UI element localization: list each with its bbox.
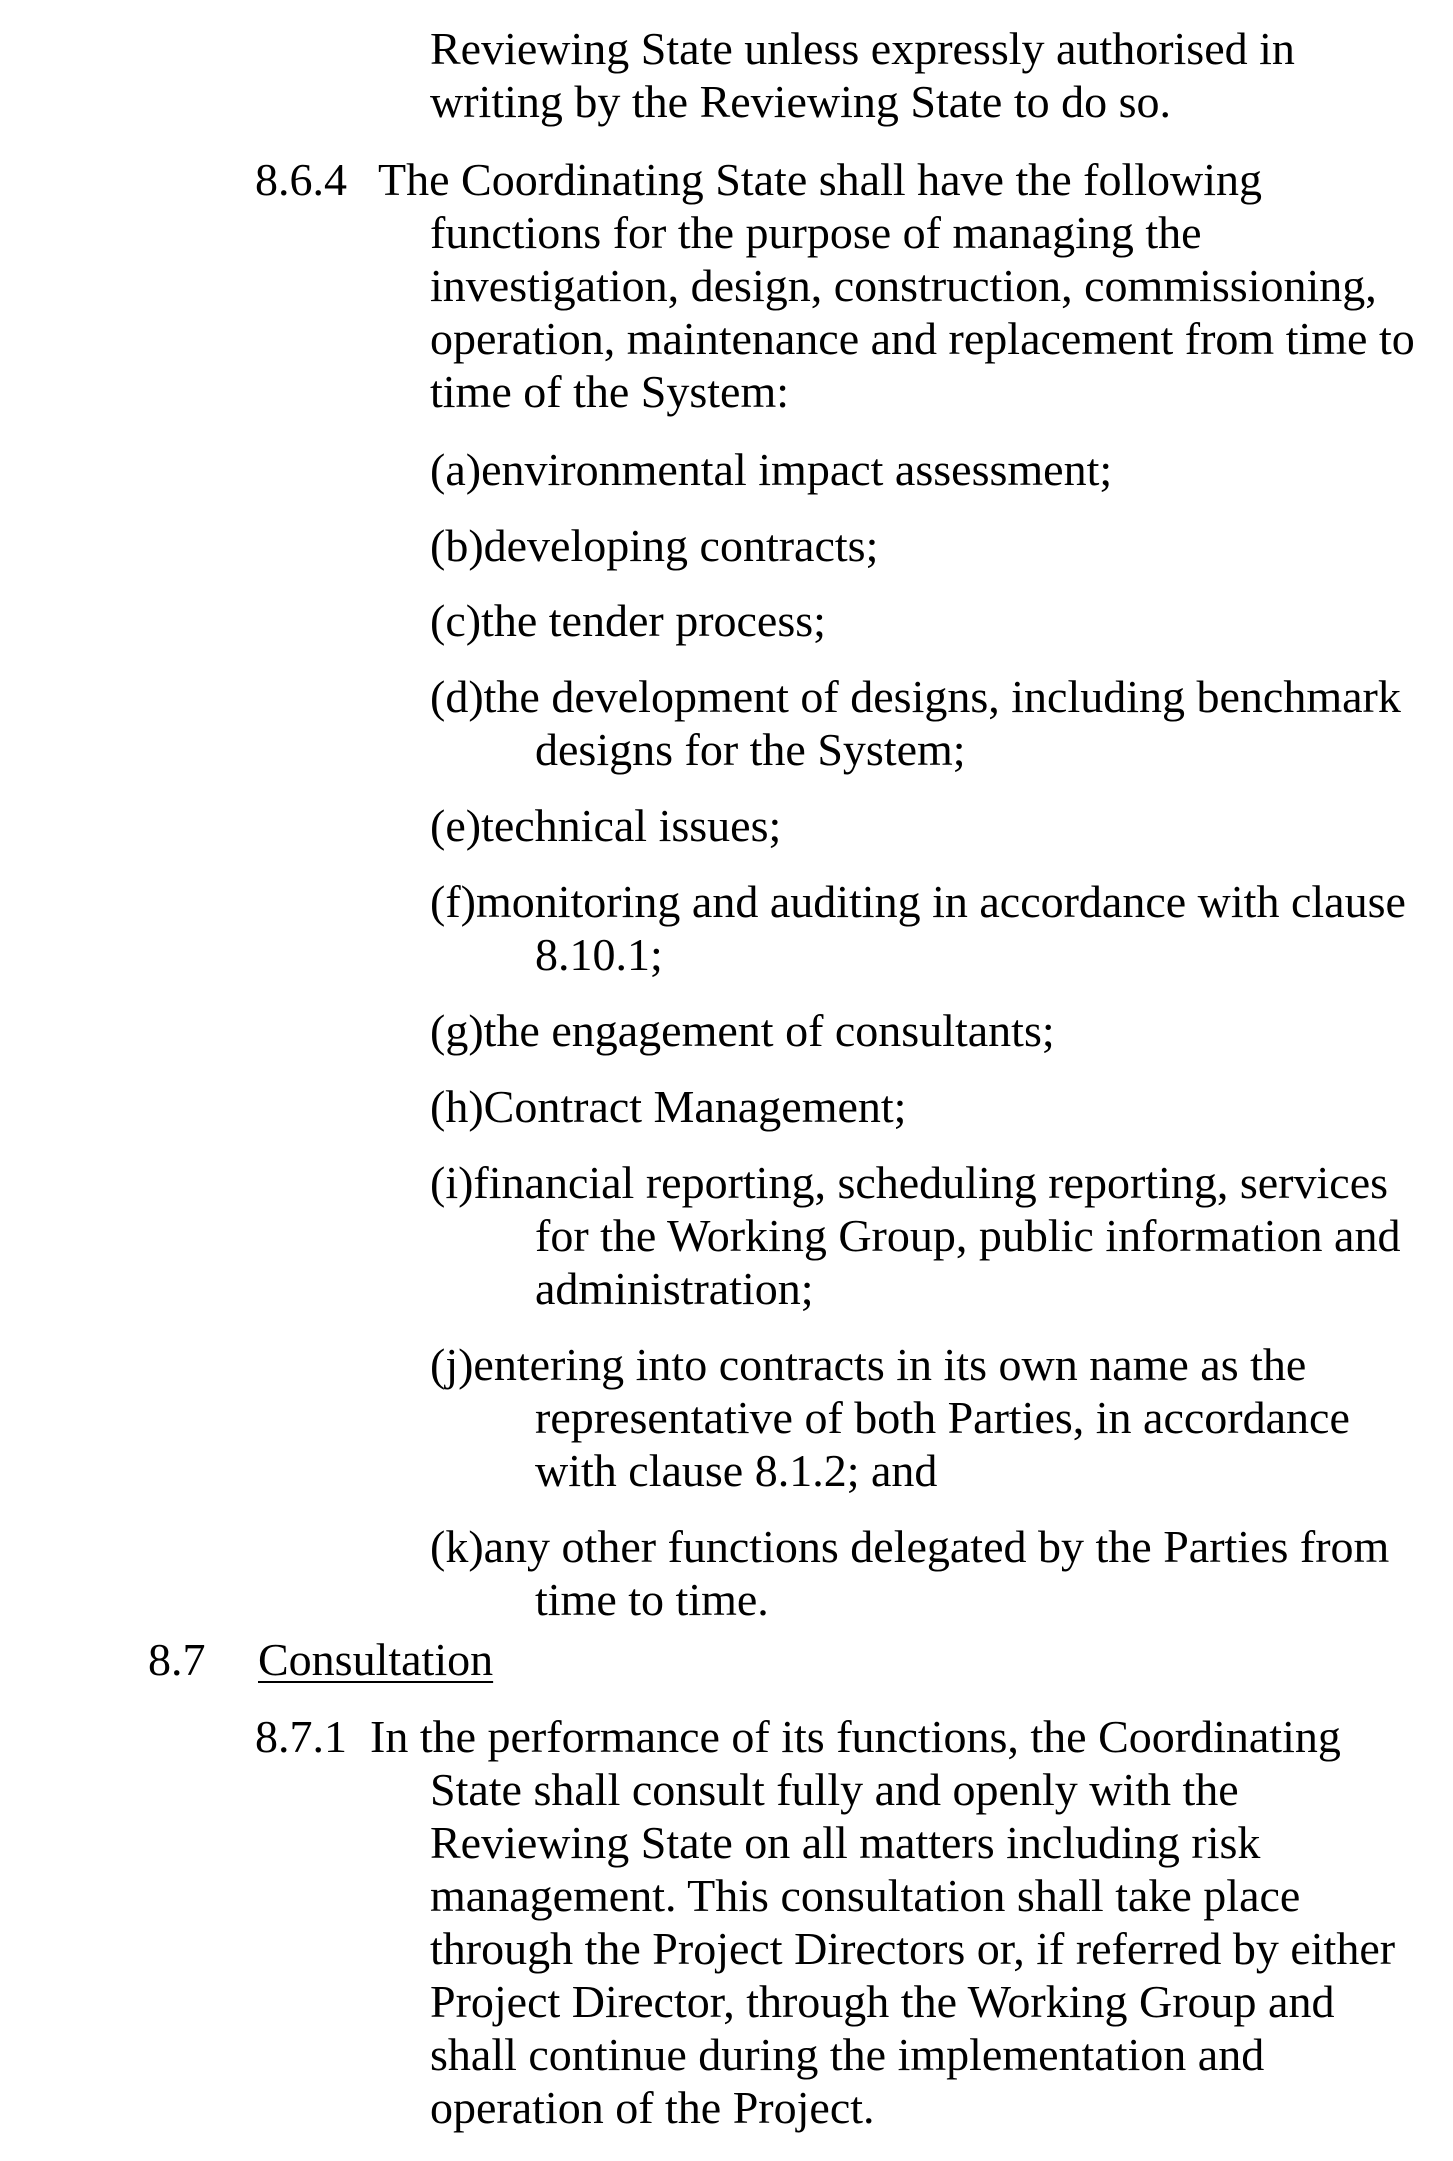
item-text: for the Working Group, public information and <box>535 1210 1401 1261</box>
list-item <box>430 1156 1430 1315</box>
clause-line: State shall consult fully and openly with the <box>430 1764 1239 1815</box>
clause-line: functions for the purpose of managing the <box>430 207 1202 258</box>
item-text: developing contracts; <box>483 520 879 571</box>
clause-line: Project Director, through the Working Group and <box>430 1976 1335 2027</box>
section-number: 8.7 <box>148 1634 206 1685</box>
list-item <box>430 670 1430 776</box>
clause-first-line <box>370 1710 1430 1763</box>
clause-body <box>430 206 1430 418</box>
list-item <box>430 875 1430 981</box>
item-label: (b) <box>430 520 484 571</box>
item-label: (k) <box>430 1521 484 1572</box>
list-item <box>430 1520 1430 1626</box>
item-text: the engagement of consultants; <box>483 1005 1055 1056</box>
item-text: designs for the System; <box>535 724 966 775</box>
continuation-line: Reviewing State unless expressly authorised in <box>430 23 1295 74</box>
continuation-paragraph <box>430 22 1430 128</box>
item-text: 8.10.1; <box>535 929 663 980</box>
clause-body <box>430 1763 1430 2134</box>
item-label: (f) <box>430 876 476 927</box>
section-title: Consultation <box>258 1634 494 1685</box>
clause-line: management. This consultation shall take place <box>430 1870 1301 1921</box>
list-item <box>430 594 1430 647</box>
item-text: with clause 8.1.2; and <box>535 1445 938 1496</box>
list-item <box>430 1338 1430 1497</box>
list-item <box>430 1080 1430 1133</box>
item-label: (g) <box>430 1005 484 1056</box>
item-text: entering into contracts in its own name as the <box>473 1339 1307 1390</box>
item-text: the tender process; <box>481 595 826 646</box>
item-text: environmental impact assessment; <box>481 444 1113 495</box>
clause-line: time of the System: <box>430 366 790 417</box>
clause-number: 8.7.1 <box>255 1711 347 1762</box>
list-item <box>430 443 1430 496</box>
item-text: monitoring and auditing in accordance with clause <box>475 876 1406 927</box>
list-item <box>430 519 1430 572</box>
item-label: (h) <box>430 1081 484 1132</box>
clause-line: through the Project Directors or, if referred by either <box>430 1923 1396 1974</box>
clause-number: 8.6.4 <box>255 154 347 205</box>
clause-line: operation of the Project. <box>430 2082 875 2133</box>
item-label: (i) <box>430 1157 474 1208</box>
clause-first-line <box>378 153 1430 206</box>
list-item <box>430 1004 1430 1057</box>
clause-line: In the performance of its functions, the Coordinating <box>370 1711 1341 1762</box>
clause-line: shall continue during the implementation and <box>430 2029 1265 2080</box>
item-label: (d) <box>430 671 484 722</box>
clause-line: investigation, design, construction, commissioning, <box>430 260 1377 311</box>
item-label: (j) <box>430 1339 474 1390</box>
item-text: any other functions delegated by the Parties from <box>483 1521 1390 1572</box>
item-text: the development of designs, including benchmark <box>483 671 1401 722</box>
item-text: financial reporting, scheduling reporting, services <box>473 1157 1389 1208</box>
item-text: technical issues; <box>481 800 782 851</box>
item-label: (e) <box>430 800 482 851</box>
continuation-line: writing by the Reviewing State to do so. <box>430 76 1172 127</box>
item-text: administration; <box>535 1263 814 1314</box>
item-text: Contract Management; <box>483 1081 907 1132</box>
clause-line: operation, maintenance and replacement from time to <box>430 313 1415 364</box>
item-label: (c) <box>430 595 482 646</box>
item-text: representative of both Parties, in accordance <box>535 1392 1350 1443</box>
item-label: (a) <box>430 444 482 495</box>
clause-line: The Coordinating State shall have the following <box>378 154 1263 205</box>
clause-line: Reviewing State on all matters including risk <box>430 1817 1261 1868</box>
list-item <box>430 799 1430 852</box>
item-text: time to time. <box>535 1574 769 1625</box>
